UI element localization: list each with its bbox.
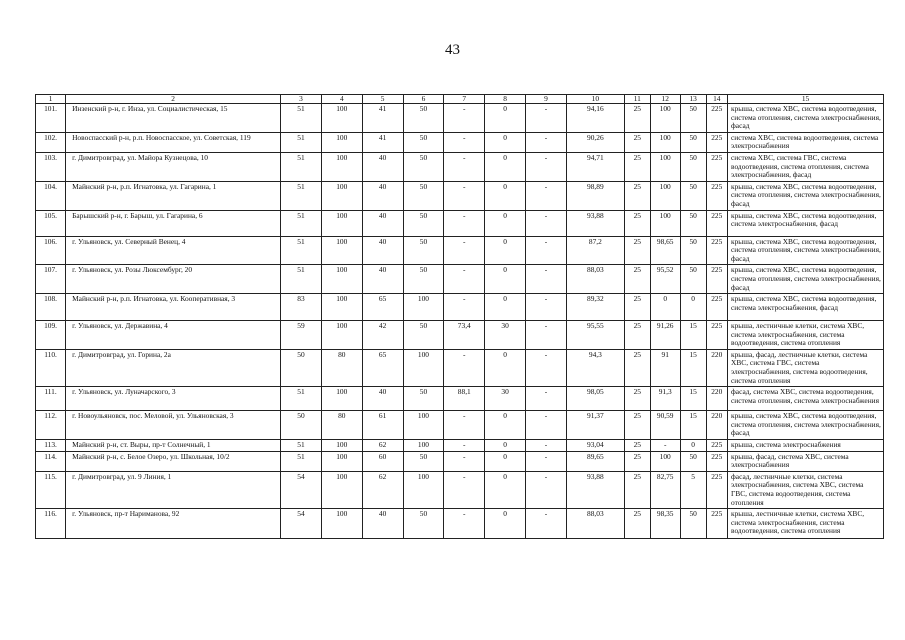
value-cell: 25 xyxy=(624,349,650,386)
value-cell: 94,3 xyxy=(566,349,624,386)
value-cell: - xyxy=(526,265,567,294)
row-number-cell: 111. xyxy=(36,387,66,411)
table-row xyxy=(36,132,884,152)
table-row xyxy=(36,440,884,452)
value-cell: 50 xyxy=(403,236,444,265)
value-cell: 25 xyxy=(624,294,650,321)
value-cell: 0 xyxy=(485,210,526,236)
value-cell: - xyxy=(526,471,567,508)
value-cell: 50 xyxy=(680,132,706,152)
works-cell: крыша, система ХВС, система водоотведения, система отопления, система электроснабжения, фасад xyxy=(728,265,884,294)
value-cell: - xyxy=(650,440,680,452)
data-table xyxy=(35,94,884,539)
row-number-cell: 114. xyxy=(36,451,66,471)
table-row xyxy=(36,265,884,294)
value-cell: 89,65 xyxy=(566,451,624,471)
value-cell: 100 xyxy=(321,104,362,133)
value-cell: 89,32 xyxy=(566,294,624,321)
value-cell: - xyxy=(526,152,567,181)
value-cell: 25 xyxy=(624,440,650,452)
header-cell: 4 xyxy=(321,95,362,104)
works-cell: система ХВС, система ГВС, система водоотведения, система отопления, система электроснабжения, фасад xyxy=(728,152,884,181)
value-cell: 94,71 xyxy=(566,152,624,181)
value-cell: 0 xyxy=(485,411,526,440)
value-cell: 220 xyxy=(706,349,727,386)
value-cell: - xyxy=(444,349,485,386)
value-cell: 100 xyxy=(650,181,680,210)
value-cell: - xyxy=(444,471,485,508)
header-cell: 1 xyxy=(36,95,66,104)
address-cell: г. Димитровград, ул. Майора Кузнецова, 10 xyxy=(66,152,281,181)
works-cell: фасад, система ХВС, система водоотведения, система отопления, система электроснабжения xyxy=(728,387,884,411)
value-cell: 50 xyxy=(403,210,444,236)
value-cell: 30 xyxy=(485,321,526,350)
value-cell: 50 xyxy=(403,265,444,294)
address-cell: г. Ульяновск, ул. Державина, 4 xyxy=(66,321,281,350)
value-cell: 15 xyxy=(680,321,706,350)
row-number-cell: 107. xyxy=(36,265,66,294)
value-cell: 98,65 xyxy=(650,236,680,265)
works-cell: крыша, фасад, система ХВС, система электроснабжения xyxy=(728,451,884,471)
header-cell: 13 xyxy=(680,95,706,104)
value-cell: 0 xyxy=(485,509,526,539)
value-cell: 25 xyxy=(624,265,650,294)
value-cell: 50 xyxy=(403,104,444,133)
works-cell: крыша, система ХВС, система водоотведения, система электроснабжения, фасад xyxy=(728,294,884,321)
value-cell: 59 xyxy=(281,321,322,350)
table-row xyxy=(36,451,884,471)
value-cell: - xyxy=(526,210,567,236)
address-cell: г. Ульяновск, пр-т Нариманова, 92 xyxy=(66,509,281,539)
value-cell: 225 xyxy=(706,451,727,471)
header-cell: 12 xyxy=(650,95,680,104)
value-cell: 65 xyxy=(362,349,403,386)
header-cell: 11 xyxy=(624,95,650,104)
value-cell: 50 xyxy=(680,181,706,210)
value-cell: - xyxy=(526,451,567,471)
value-cell: 100 xyxy=(650,104,680,133)
header-cell: 10 xyxy=(566,95,624,104)
works-cell: крыша, система ХВС, система водоотведения, система отопления, система электроснабжения, фасад xyxy=(728,411,884,440)
table-body xyxy=(36,95,884,539)
value-cell: 40 xyxy=(362,265,403,294)
value-cell: 51 xyxy=(281,265,322,294)
value-cell: 62 xyxy=(362,471,403,508)
address-cell: Майнский р-н, ст. Выры, пр-т Солнечный, 1 xyxy=(66,440,281,452)
header-cell: 6 xyxy=(403,95,444,104)
value-cell: 25 xyxy=(624,236,650,265)
value-cell: 91,3 xyxy=(650,387,680,411)
value-cell: 98,35 xyxy=(650,509,680,539)
value-cell: 0 xyxy=(680,294,706,321)
value-cell: 82,75 xyxy=(650,471,680,508)
value-cell: 0 xyxy=(485,349,526,386)
address-cell: Новоспасский р-н, р.п. Новоспасское, ул. Советская, 119 xyxy=(66,132,281,152)
value-cell: 40 xyxy=(362,509,403,539)
value-cell: 225 xyxy=(706,265,727,294)
works-cell: крыша, система электроснабжения xyxy=(728,440,884,452)
value-cell: 100 xyxy=(321,451,362,471)
page-number: 43 xyxy=(445,42,460,58)
value-cell: 0 xyxy=(485,132,526,152)
value-cell: 100 xyxy=(321,440,362,452)
value-cell: 40 xyxy=(362,387,403,411)
value-cell: 100 xyxy=(321,152,362,181)
row-number-cell: 110. xyxy=(36,349,66,386)
value-cell: 91,26 xyxy=(650,321,680,350)
value-cell: 51 xyxy=(281,440,322,452)
value-cell: 225 xyxy=(706,210,727,236)
value-cell: 94,16 xyxy=(566,104,624,133)
value-cell: - xyxy=(444,451,485,471)
value-cell: 50 xyxy=(281,349,322,386)
value-cell: 100 xyxy=(321,132,362,152)
value-cell: 0 xyxy=(650,294,680,321)
header-row xyxy=(36,95,884,104)
value-cell: 0 xyxy=(485,471,526,508)
value-cell: 0 xyxy=(485,440,526,452)
value-cell: 100 xyxy=(403,471,444,508)
value-cell: 5 xyxy=(680,471,706,508)
value-cell: 225 xyxy=(706,294,727,321)
address-cell: г. Ульяновск, ул. Северный Венец, 4 xyxy=(66,236,281,265)
table-row xyxy=(36,509,884,539)
row-number-cell: 109. xyxy=(36,321,66,350)
row-number-cell: 112. xyxy=(36,411,66,440)
value-cell: 50 xyxy=(680,265,706,294)
value-cell: 98,05 xyxy=(566,387,624,411)
works-cell: система ХВС, система водоотведения, система электроснабжения xyxy=(728,132,884,152)
value-cell: 40 xyxy=(362,152,403,181)
value-cell: 100 xyxy=(321,471,362,508)
value-cell: 0 xyxy=(485,152,526,181)
value-cell: 91,37 xyxy=(566,411,624,440)
row-number-cell: 115. xyxy=(36,471,66,508)
works-cell: крыша, лестничные клетки, система ХВС, система электроснабжения, система водоотведения, система отопления xyxy=(728,321,884,350)
table-row xyxy=(36,321,884,350)
row-number-cell: 104. xyxy=(36,181,66,210)
works-cell: крыша, лестничные клетки, система ХВС, система электроснабжения, система водоотведения, система отопления xyxy=(728,509,884,539)
value-cell: - xyxy=(526,181,567,210)
value-cell: 25 xyxy=(624,132,650,152)
address-cell: г. Ульяновск, ул. Розы Люксембург, 20 xyxy=(66,265,281,294)
value-cell: - xyxy=(444,236,485,265)
value-cell: 25 xyxy=(624,471,650,508)
works-cell: крыша, система ХВС, система водоотведения, система отопления, система электроснабжения, фасад xyxy=(728,236,884,265)
address-cell: Майнский р-н, с. Белое Озеро, ул. Школьная, 10/2 xyxy=(66,451,281,471)
row-number-cell: 101. xyxy=(36,104,66,133)
value-cell: 100 xyxy=(321,210,362,236)
value-cell: 100 xyxy=(403,440,444,452)
address-cell: Барышский р-н, г. Барыш, ул. Гагарина, 6 xyxy=(66,210,281,236)
value-cell: 98,89 xyxy=(566,181,624,210)
value-cell: - xyxy=(526,294,567,321)
value-cell: 0 xyxy=(485,451,526,471)
value-cell: - xyxy=(444,509,485,539)
value-cell: 93,04 xyxy=(566,440,624,452)
value-cell: 225 xyxy=(706,152,727,181)
header-cell: 14 xyxy=(706,95,727,104)
header-cell: 15 xyxy=(728,95,884,104)
value-cell: 0 xyxy=(485,236,526,265)
value-cell: 50 xyxy=(680,104,706,133)
value-cell: - xyxy=(444,294,485,321)
value-cell: 95,52 xyxy=(650,265,680,294)
value-cell: 0 xyxy=(485,265,526,294)
value-cell: 25 xyxy=(624,181,650,210)
row-number-cell: 102. xyxy=(36,132,66,152)
value-cell: 100 xyxy=(403,294,444,321)
works-cell: крыша, фасад, лестничные клетки, система ХВС, система ГВС, система электроснабжения, система водоотведения, система отопления xyxy=(728,349,884,386)
row-number-cell: 113. xyxy=(36,440,66,452)
address-cell: Майнский р-н, р.п. Игнатовка, ул. Гагарина, 1 xyxy=(66,181,281,210)
value-cell: 225 xyxy=(706,471,727,508)
value-cell: 25 xyxy=(624,411,650,440)
value-cell: 91 xyxy=(650,349,680,386)
value-cell: 50 xyxy=(403,451,444,471)
table-row xyxy=(36,181,884,210)
value-cell: 93,88 xyxy=(566,210,624,236)
value-cell: 50 xyxy=(680,509,706,539)
address-cell: г. Ульяновск, ул. Луначарского, 3 xyxy=(66,387,281,411)
value-cell: 25 xyxy=(624,451,650,471)
address-cell: Майнский р-н, р.п. Игнатовка, ул. Кооперативная, 3 xyxy=(66,294,281,321)
value-cell: - xyxy=(526,321,567,350)
value-cell: 25 xyxy=(624,387,650,411)
value-cell: 61 xyxy=(362,411,403,440)
value-cell: 88,03 xyxy=(566,509,624,539)
value-cell: 41 xyxy=(362,132,403,152)
value-cell: 40 xyxy=(362,210,403,236)
value-cell: - xyxy=(444,265,485,294)
works-cell: фасад, лестничные клетки, система электроснабжения, система ХВС, система ГВС, система водоотведения, система отопления xyxy=(728,471,884,508)
value-cell: 50 xyxy=(281,411,322,440)
value-cell: - xyxy=(444,181,485,210)
value-cell: 51 xyxy=(281,132,322,152)
table-row xyxy=(36,349,884,386)
value-cell: 83 xyxy=(281,294,322,321)
value-cell: - xyxy=(526,104,567,133)
value-cell: - xyxy=(526,440,567,452)
value-cell: 50 xyxy=(403,152,444,181)
value-cell: 50 xyxy=(680,210,706,236)
value-cell: - xyxy=(444,411,485,440)
value-cell: 220 xyxy=(706,411,727,440)
row-number-cell: 105. xyxy=(36,210,66,236)
value-cell: 51 xyxy=(281,451,322,471)
value-cell: 100 xyxy=(321,236,362,265)
value-cell: 51 xyxy=(281,236,322,265)
value-cell: 50 xyxy=(403,387,444,411)
value-cell: 100 xyxy=(321,387,362,411)
value-cell: 40 xyxy=(362,181,403,210)
table-row xyxy=(36,104,884,133)
row-number-cell: 106. xyxy=(36,236,66,265)
header-cell: 2 xyxy=(66,95,281,104)
value-cell: 51 xyxy=(281,210,322,236)
value-cell: 225 xyxy=(706,321,727,350)
value-cell: 100 xyxy=(650,451,680,471)
value-cell: 25 xyxy=(624,321,650,350)
table-row xyxy=(36,236,884,265)
value-cell: 100 xyxy=(321,265,362,294)
table-row xyxy=(36,210,884,236)
value-cell: 50 xyxy=(403,321,444,350)
header-cell: 8 xyxy=(485,95,526,104)
value-cell: 51 xyxy=(281,152,322,181)
value-cell: - xyxy=(444,104,485,133)
value-cell: 88,03 xyxy=(566,265,624,294)
value-cell: 50 xyxy=(403,132,444,152)
value-cell: 100 xyxy=(650,210,680,236)
value-cell: 87,2 xyxy=(566,236,624,265)
value-cell: 100 xyxy=(650,152,680,181)
address-cell: г. Новоульяновск, пос. Меловой, ул. Ульяновская, 3 xyxy=(66,411,281,440)
table-row xyxy=(36,294,884,321)
value-cell: 30 xyxy=(485,387,526,411)
value-cell: 51 xyxy=(281,387,322,411)
value-cell: 54 xyxy=(281,509,322,539)
value-cell: 100 xyxy=(321,509,362,539)
value-cell: 0 xyxy=(485,104,526,133)
value-cell: 41 xyxy=(362,104,403,133)
value-cell: - xyxy=(444,152,485,181)
value-cell: 80 xyxy=(321,349,362,386)
value-cell: 50 xyxy=(403,181,444,210)
value-cell: - xyxy=(444,440,485,452)
address-cell: г. Димитровград, ул. Горина, 2а xyxy=(66,349,281,386)
table-row xyxy=(36,387,884,411)
value-cell: - xyxy=(526,349,567,386)
value-cell: 90,26 xyxy=(566,132,624,152)
address-cell: Инзенский р-н, г. Инза, ул. Социалистическая, 15 xyxy=(66,104,281,133)
value-cell: 50 xyxy=(680,152,706,181)
value-cell: 220 xyxy=(706,387,727,411)
address-cell: г. Димитровград, ул. 9 Линия, 1 xyxy=(66,471,281,508)
value-cell: 25 xyxy=(624,210,650,236)
value-cell: 100 xyxy=(321,181,362,210)
value-cell: 100 xyxy=(403,349,444,386)
row-number-cell: 108. xyxy=(36,294,66,321)
value-cell: 93,88 xyxy=(566,471,624,508)
value-cell: 15 xyxy=(680,349,706,386)
value-cell: 73,4 xyxy=(444,321,485,350)
value-cell: 100 xyxy=(650,132,680,152)
value-cell: 15 xyxy=(680,387,706,411)
value-cell: 88,1 xyxy=(444,387,485,411)
value-cell: - xyxy=(526,411,567,440)
value-cell: 100 xyxy=(403,411,444,440)
value-cell: 225 xyxy=(706,509,727,539)
value-cell: 15 xyxy=(680,411,706,440)
value-cell: 0 xyxy=(680,440,706,452)
value-cell: 50 xyxy=(680,236,706,265)
row-number-cell: 116. xyxy=(36,509,66,539)
works-cell: крыша, система ХВС, система водоотведения, система электроснабжения, фасад xyxy=(728,210,884,236)
table-row xyxy=(36,471,884,508)
value-cell: 51 xyxy=(281,181,322,210)
value-cell: 225 xyxy=(706,236,727,265)
value-cell: - xyxy=(444,132,485,152)
header-cell: 7 xyxy=(444,95,485,104)
value-cell: 25 xyxy=(624,152,650,181)
works-cell: крыша, система ХВС, система водоотведения, система отопления, система электроснабжения, фасад xyxy=(728,181,884,210)
value-cell: 54 xyxy=(281,471,322,508)
value-cell: - xyxy=(526,132,567,152)
header-cell: 3 xyxy=(281,95,322,104)
value-cell: 0 xyxy=(485,294,526,321)
value-cell: 62 xyxy=(362,440,403,452)
value-cell: 60 xyxy=(362,451,403,471)
value-cell: 25 xyxy=(624,509,650,539)
table-row xyxy=(36,411,884,440)
value-cell: - xyxy=(526,236,567,265)
value-cell: 0 xyxy=(485,181,526,210)
value-cell: 40 xyxy=(362,236,403,265)
value-cell: 25 xyxy=(624,104,650,133)
value-cell: 65 xyxy=(362,294,403,321)
value-cell: 50 xyxy=(403,509,444,539)
row-number-cell: 103. xyxy=(36,152,66,181)
header-cell: 5 xyxy=(362,95,403,104)
value-cell: - xyxy=(444,210,485,236)
value-cell: 90,59 xyxy=(650,411,680,440)
value-cell: 95,55 xyxy=(566,321,624,350)
value-cell: 100 xyxy=(321,294,362,321)
table-row xyxy=(36,152,884,181)
value-cell: 225 xyxy=(706,440,727,452)
value-cell: 80 xyxy=(321,411,362,440)
value-cell: 42 xyxy=(362,321,403,350)
value-cell: 225 xyxy=(706,132,727,152)
value-cell: - xyxy=(526,509,567,539)
value-cell: 225 xyxy=(706,104,727,133)
header-cell: 9 xyxy=(526,95,567,104)
works-cell: крыша, система ХВС, система водоотведения, система отопления, система электроснабжения, фасад xyxy=(728,104,884,133)
value-cell: 225 xyxy=(706,181,727,210)
value-cell: - xyxy=(526,387,567,411)
value-cell: 51 xyxy=(281,104,322,133)
value-cell: 100 xyxy=(321,321,362,350)
value-cell: 50 xyxy=(680,451,706,471)
